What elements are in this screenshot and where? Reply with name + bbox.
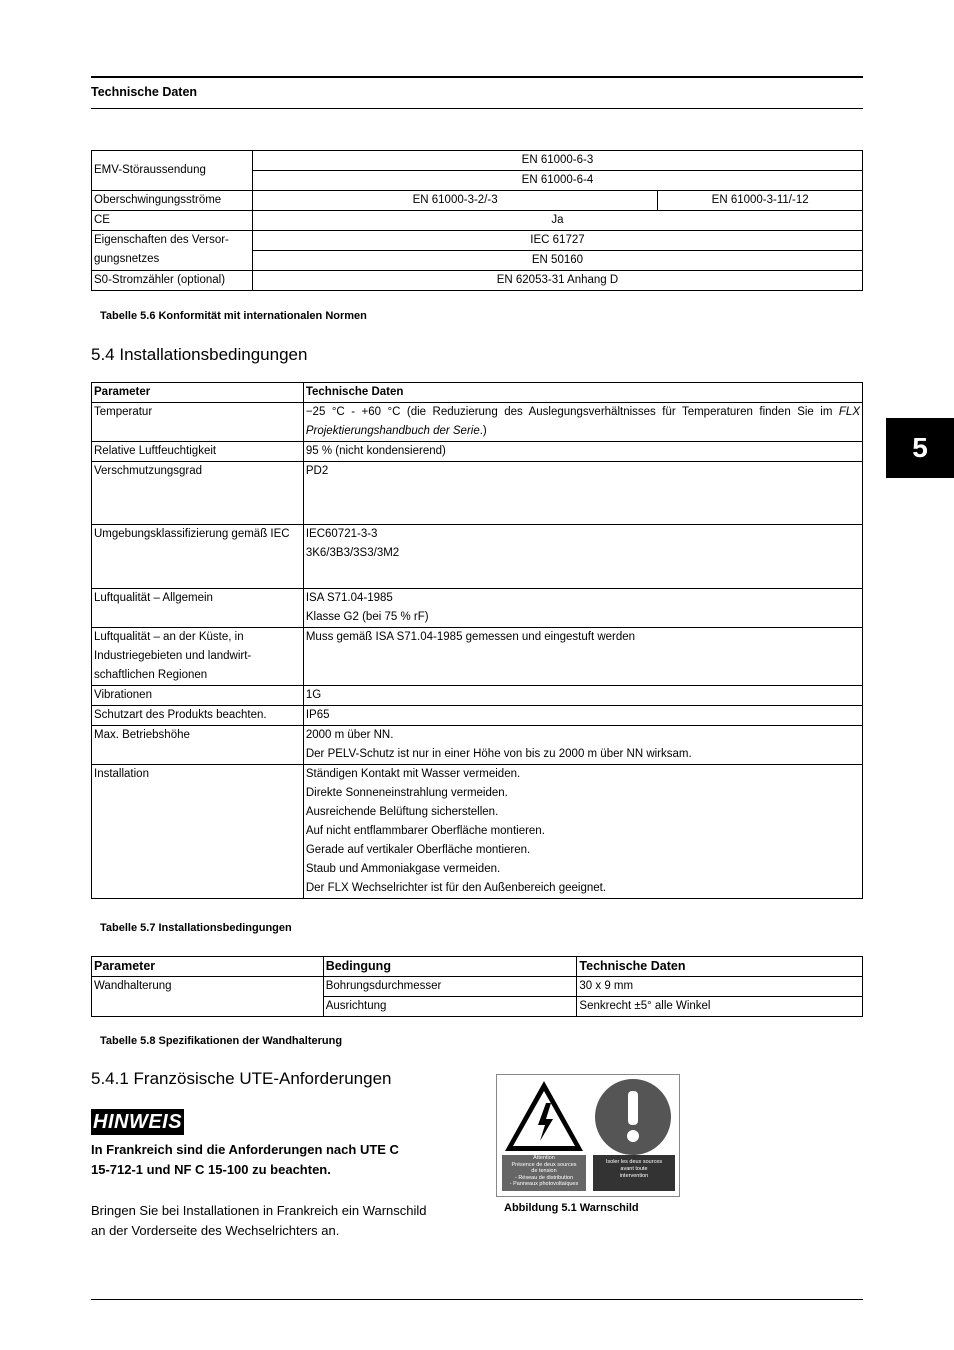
label-line: Eigenschaften des Versor- <box>94 234 229 246</box>
param-cell: Luftqualität – Allgemein <box>92 589 304 628</box>
value-line: 3K6/3B3/3S3/3M2 <box>305 547 400 559</box>
value-cell <box>303 765 862 899</box>
note-label: HINWEIS <box>93 1111 183 1133</box>
warning-sign-figure <box>496 1074 680 1197</box>
row-label: Oberschwingungsströme <box>92 191 253 211</box>
subsection-title: 5.4.1 Französische UTE-Anforderungen <box>91 1069 392 1088</box>
value-text: .) <box>479 425 487 437</box>
sign-line: intervention <box>619 1173 649 1179</box>
param-line: Luftqualität – an der Küste, in <box>94 631 244 643</box>
conformity-table <box>91 150 863 291</box>
param-cell: Umgebungsklassifizierung gemäß IEC <box>92 525 304 589</box>
column-header: Technische Daten <box>577 957 863 977</box>
header-top-rule <box>91 76 863 78</box>
row-label: S0-Stromzähler (optional) <box>92 271 253 291</box>
value-line: Gerade auf vertikaler Oberfläche montieren. <box>305 844 531 856</box>
cell-value: EN 61000-6-3 <box>252 151 862 171</box>
label-line: gungsnetzes <box>94 253 160 265</box>
value-text: −25 °C - +60 °C (die Reduzierung des Auslegungsverhältnisses für Temperaturen finden Sie im <box>305 406 839 418</box>
wall-bracket-table <box>91 956 863 1017</box>
value-line: Der FLX Wechselrichter ist für den Außenbereich geeignet. <box>305 882 607 894</box>
value-cell: 30 x 9 mm <box>577 977 863 997</box>
value-cell: 95 % (nicht kondensierend) <box>303 442 862 462</box>
value-cell <box>303 726 862 765</box>
param-line: Industriegebieten und landwirt- <box>94 650 252 662</box>
table-caption: Tabelle 5.7 Installationsbedingungen <box>100 922 292 934</box>
value-text-italic: FLX Projektierungshandbuch der Serie <box>305 406 860 437</box>
left-sign-text <box>502 1155 586 1191</box>
value-cell: PD2 <box>303 462 862 525</box>
body-line: Bringen Sie bei Installationen in Frankreich ein Warnschild <box>91 1203 427 1218</box>
header-title: Technische Daten <box>91 85 198 99</box>
value-line: Klasse G2 (bei 75 % rF) <box>305 611 429 623</box>
cell-value: EN 62053-31 Anhang D <box>252 271 862 291</box>
value-cell: 1G <box>303 686 862 706</box>
param-cell <box>92 628 304 686</box>
value-cell <box>303 525 862 589</box>
installation-table <box>91 382 863 899</box>
value-line: Staub und Ammoniakgase vermeiden. <box>305 863 501 875</box>
column-header: Bedingung <box>323 957 577 977</box>
cell-value: EN 61000-3-11/-12 <box>658 191 863 211</box>
cell-value: Ja <box>252 211 862 231</box>
column-header: Parameter <box>92 383 304 403</box>
cell-value: EN 61000-6-4 <box>252 171 862 191</box>
sign-line: Présence de deux sources <box>511 1161 577 1168</box>
value-line: Der PELV-Schutz ist nur in einer Höhe von bis zu 2000 m über NN wirksam. <box>305 748 692 760</box>
value-cell <box>303 589 862 628</box>
param-cell: Schutzart des Produkts beachten. <box>92 706 304 726</box>
sign-line: de tension <box>531 1168 557 1174</box>
value-cell: Muss gemäß ISA S71.04-1985 gemessen und eingestuft werden <box>303 628 862 686</box>
body-text <box>91 1201 461 1241</box>
table-caption: Tabelle 5.8 Spezifikationen der Wandhalterung <box>100 1035 343 1047</box>
sign-line: Isoler les deux sources <box>605 1159 663 1165</box>
right-sign-text <box>593 1159 675 1180</box>
row-label: EMV-Störaussendung <box>92 151 253 191</box>
note-line: 15-712-1 und NF C 15-100 zu beachten. <box>91 1162 331 1177</box>
value-cell: IP65 <box>303 706 862 726</box>
figure-caption: Abbildung 5.1 Warnschild <box>504 1202 639 1214</box>
param-cell: Wandhalterung <box>92 977 324 1017</box>
cell-value: IEC 61727 <box>252 231 862 251</box>
note-line: In Frankreich sind die Anforderungen nach UTE C <box>91 1142 399 1157</box>
header-bottom-rule <box>91 108 863 109</box>
param-cell: Max. Betriebshöhe <box>92 726 304 765</box>
param-cell: Temperatur <box>92 403 304 442</box>
value-line: Auf nicht entflammbarer Oberfläche montieren. <box>305 825 545 837</box>
column-header: Technische Daten <box>303 383 862 403</box>
value-line: Ständigen Kontakt mit Wasser vermeiden. <box>305 768 521 780</box>
chapter-tab: 5 <box>886 418 954 478</box>
column-header: Parameter <box>92 957 324 977</box>
param-cell: Vibrationen <box>92 686 304 706</box>
value-line: Direkte Sonneneinstrahlung vermeiden. <box>305 787 508 799</box>
param-cell: Verschmutzungsgrad <box>92 462 304 525</box>
value-cell <box>303 403 862 442</box>
param-cell: Installation <box>92 765 304 899</box>
param-cell: Relative Luftfeuchtigkeit <box>92 442 304 462</box>
value-cell: Senkrecht ±5° alle Winkel <box>577 997 863 1017</box>
body-line: an der Vorderseite des Wechselrichters an. <box>91 1223 340 1238</box>
section-title: 5.4 Installationsbedingungen <box>91 345 308 364</box>
condition-cell: Ausrichtung <box>323 997 577 1017</box>
sign-line: - Panneaux photovoltaïques <box>509 1181 579 1187</box>
condition-cell: Bohrungsdurchmesser <box>323 977 577 997</box>
note-text <box>91 1140 451 1180</box>
row-label: CE <box>92 211 253 231</box>
cell-value: EN 50160 <box>252 251 862 271</box>
sign-line: - Réseau de distribution <box>514 1174 574 1181</box>
cell-value: EN 61000-3-2/-3 <box>252 191 657 211</box>
sign-line: avant toute <box>620 1166 648 1172</box>
row-label <box>92 231 253 271</box>
table-caption: Tabelle 5.6 Konformität mit internationalen Normen <box>100 310 367 322</box>
footer-rule <box>91 1299 863 1300</box>
value-line: Ausreichende Belüftung sicherstellen. <box>305 806 499 818</box>
value-line: 2000 m über NN. <box>305 729 394 741</box>
value-line: IEC60721-3-3 <box>305 528 378 540</box>
sign-line: Attention <box>533 1155 555 1161</box>
value-line: ISA S71.04-1985 <box>305 592 393 604</box>
param-line: schaftlichen Regionen <box>94 669 208 681</box>
